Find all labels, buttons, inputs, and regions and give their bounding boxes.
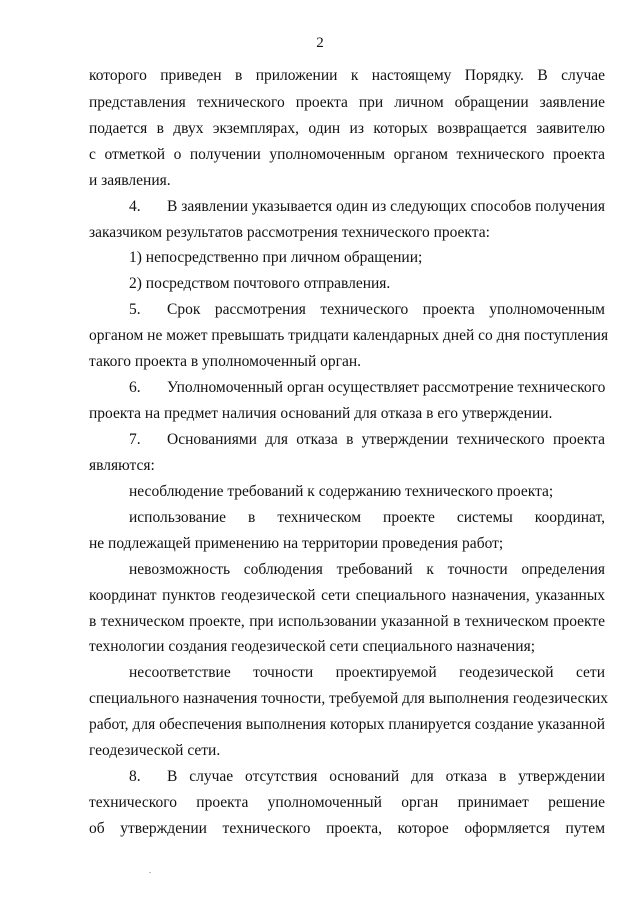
reason-item: использование в техническом проекте системы координат,	[129, 509, 605, 526]
paragraph-6-first-line	[129, 379, 605, 397]
list-item: 2) посредством почтового отправления.	[129, 275, 391, 292]
paragraph-text: Основаниями для отказа в утверждении технического проекта	[167, 431, 605, 448]
text-line: заказчиком результатов рассмотрения технического проекта:	[89, 224, 490, 241]
text-line: работ, для обеспечения выполнения которых планируется создание указанной	[89, 716, 605, 733]
text-line: являются:	[89, 457, 155, 474]
paragraph-number: 5.	[129, 301, 141, 318]
reason-item: несоблюдение требований к содержанию технического проекта;	[129, 483, 554, 500]
scan-mark	[149, 872, 151, 873]
paragraph-text: В случае отсутствия оснований для отказа в утверждении	[167, 768, 605, 785]
text-line: не подлежащей применению на территории проведения работ;	[89, 535, 504, 552]
text-line: органом не может превышать тридцати календарных дней со дня поступления	[89, 327, 609, 344]
text-line: геодезической сети.	[89, 742, 221, 759]
paragraph-number: 6.	[129, 379, 141, 396]
reason-item: несоответствие точности проектируемой геодезической сети	[129, 664, 605, 681]
text-line: об утверждении технического проекта, которое оформляется путем	[89, 820, 605, 837]
list-item: 1) непосредственно при личном обращении;	[129, 249, 423, 266]
paragraph-text: В заявлении указывается один из следующих способов получения	[167, 198, 605, 215]
paragraph-number: 4.	[129, 198, 141, 215]
paragraph-7-first-line	[129, 431, 605, 449]
text-line: и заявления.	[89, 172, 171, 189]
text-line: проекта на предмет наличия оснований для отказа в его утверждении.	[89, 405, 553, 422]
paragraph-text: Уполномоченный орган осуществляет рассмотрение технического	[167, 379, 606, 396]
text-line: технического проекта уполномоченный орган принимает решение	[89, 794, 605, 811]
text-line: координат пунктов геодезической сети специального назначения, указанных	[89, 587, 605, 604]
paragraph-number: 8.	[129, 768, 141, 785]
text-line: которого приведен в приложении к настоящему Порядку. В случае	[89, 67, 605, 84]
paragraph-text: Срок рассмотрения технического проекта уполномоченным	[167, 301, 605, 318]
paragraph-8-first-line	[129, 768, 605, 786]
text-line: такого проекта в уполномоченный орган.	[89, 353, 362, 370]
paragraph-4-first-line	[129, 198, 605, 216]
page-number: 2	[316, 35, 324, 51]
text-line: в техническом проекте, при использовании указанной в техническом проекте	[89, 613, 605, 630]
text-line: технологии создания геодезической сети специального назначения;	[89, 638, 536, 655]
text-line: с отметкой о получении уполномоченным органом технического проекта	[89, 146, 605, 163]
text-line: представления технического проекта при личном обращении заявление	[89, 94, 605, 111]
reason-item: невозможность соблюдения требований к точности определения	[129, 561, 605, 578]
text-line: специального назначения точности, требуемой для выполнения геодезических	[89, 690, 609, 707]
paragraph-number: 7.	[129, 431, 141, 448]
paragraph-5-first-line	[129, 301, 605, 319]
text-line: подается в двух экземплярах, один из которых возвращается заявителю	[89, 120, 605, 137]
